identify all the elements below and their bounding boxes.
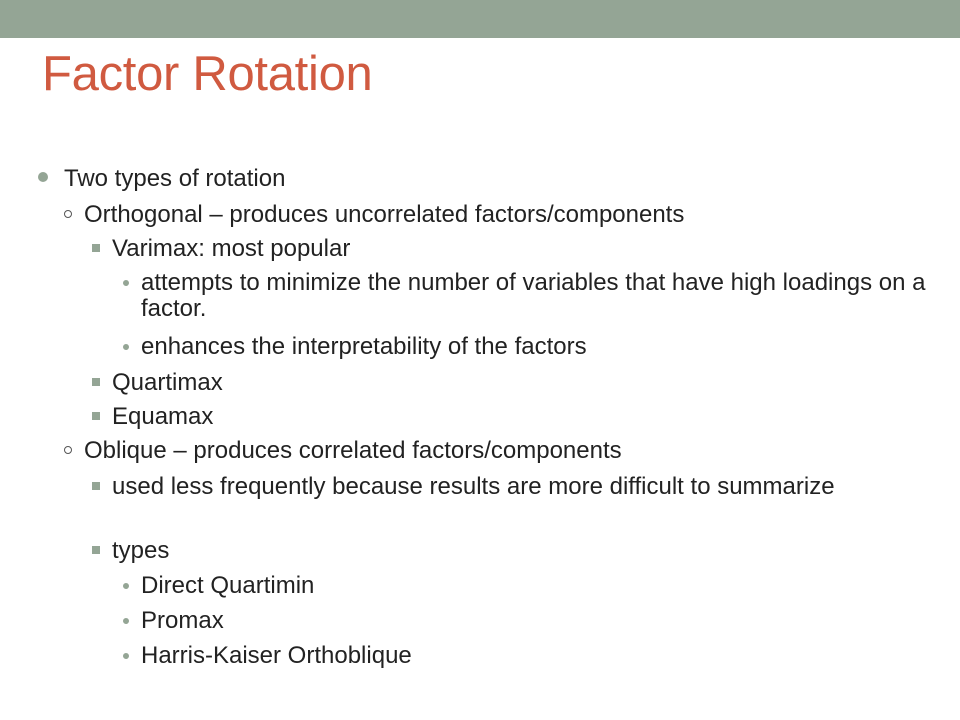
bullet-text: Oblique – produces correlated factors/components (84, 437, 622, 464)
small-dot-bullet-icon (123, 280, 129, 286)
small-dot-bullet-icon (123, 618, 129, 624)
bullet-level3 (112, 370, 912, 396)
bullet-text: Orthogonal – produces uncorrelated factors/components (84, 201, 685, 228)
bullet-level4 (141, 643, 931, 669)
bullet-level4 (141, 608, 931, 634)
bullet-level2 (84, 202, 924, 228)
small-dot-bullet-icon (123, 583, 129, 589)
bullet-level1 (64, 166, 924, 192)
bullet-text: used less frequently because results are more difficult to summarize (112, 473, 835, 500)
hollow-circle-bullet-icon (64, 446, 72, 454)
bullet-level4 (141, 573, 931, 599)
bullet-text: Two types of rotation (64, 165, 286, 192)
bullet-text: Varimax: most popular (112, 235, 351, 262)
square-bullet-icon (92, 378, 100, 386)
bullet-text: enhances the interpretability of the factors (141, 333, 587, 360)
slide-title: Factor Rotation (42, 47, 373, 101)
bullet-level3 (112, 538, 912, 564)
filled-dot-bullet-icon (38, 172, 48, 182)
bullet-text: Direct Quartimin (141, 572, 315, 599)
bullet-level4 (141, 334, 931, 360)
bullet-text: Harris-Kaiser Orthoblique (141, 642, 412, 669)
bullet-level2 (84, 438, 924, 464)
bullet-level3 (112, 474, 872, 500)
small-dot-bullet-icon (123, 344, 129, 350)
square-bullet-icon (92, 244, 100, 252)
square-bullet-icon (92, 546, 100, 554)
bullet-level3 (112, 404, 912, 430)
bullet-text: Quartimax (112, 369, 223, 396)
bullet-text: attempts to minimize the number of variables that have high loadings on a factor. (141, 269, 926, 322)
bullet-text: Equamax (112, 403, 214, 430)
bullet-text: Promax (141, 607, 224, 634)
bullet-level3 (112, 236, 912, 262)
square-bullet-icon (92, 482, 100, 490)
small-dot-bullet-icon (123, 653, 129, 659)
bullet-level4 (141, 270, 931, 322)
bullet-text: types (112, 537, 170, 564)
square-bullet-icon (92, 412, 100, 420)
hollow-circle-bullet-icon (64, 210, 72, 218)
